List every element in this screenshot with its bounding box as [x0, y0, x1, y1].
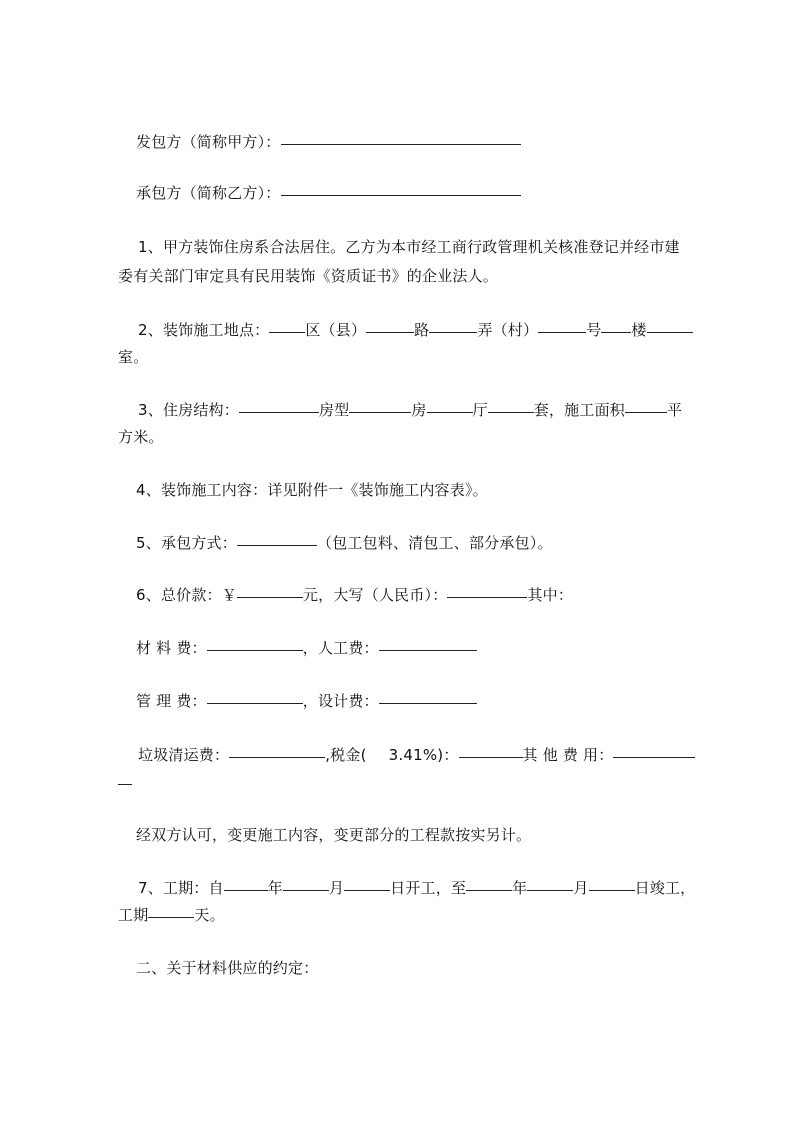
blank [344, 889, 390, 891]
blank [538, 331, 586, 333]
clause1-line2: 委有关部门审定具有民用装饰《资质证书》的企业法人。 [118, 267, 499, 285]
blank [427, 411, 473, 413]
clause6-line: 6、总价款：￥ 元，大写（人民币）： 其中： [136, 586, 574, 604]
blank [207, 649, 303, 651]
blank [379, 702, 477, 704]
blank [239, 411, 319, 413]
clause7-line1: 7、工期：自 年 月 日开工，至 年 月 日竣工， [138, 879, 696, 897]
blank [366, 331, 414, 333]
blank [207, 702, 303, 704]
blank [527, 889, 573, 891]
party-a-line [136, 128, 723, 156]
section2-heading: 二、关于材料供应的约定： [136, 959, 319, 977]
clause3-line2: 方米。 [118, 428, 164, 446]
blank [459, 756, 523, 758]
party-a-blank [281, 143, 521, 145]
blank [148, 916, 194, 918]
blank [229, 756, 325, 758]
blank [269, 331, 305, 333]
party-b-line [136, 179, 723, 207]
party-b-label: 承包方（简称乙方）： [136, 184, 281, 202]
clause2-line1: 2、装饰施工地点： 区（县） 路 弄（村） 号 楼 [138, 316, 723, 344]
blank [613, 756, 695, 758]
clause4-line: 4、装饰施工内容：详见附件一《装饰施工内容表》。 [136, 481, 488, 499]
clause5-line: 5、承包方式： （包工包料、清包工、部分承包）。 [136, 534, 553, 552]
clause1-line1: 1、甲方装饰住房系合法居住。乙方为本市经工商行政管理机关核准登记并经市建 [138, 238, 680, 256]
blank [237, 544, 317, 546]
blank [447, 596, 527, 598]
blank [429, 331, 477, 333]
change-note-line: 经双方认可，变更施工内容，变更部分的工程款按实另计。 [136, 826, 532, 844]
blank [283, 889, 329, 891]
blank [647, 331, 693, 333]
blank [488, 411, 534, 413]
blank [118, 783, 132, 785]
party-b-blank [281, 194, 521, 196]
clause3-line1: 3、住房结构： 房型 房 厅 套，施工面积 平 [138, 401, 683, 419]
blank [349, 411, 411, 413]
blank [625, 411, 667, 413]
management-design-line: 管 理 费： ，设计费： [136, 687, 723, 715]
material-labor-line: 材 料 费： ，人工费： [136, 634, 723, 662]
blank [237, 596, 303, 598]
clause2-line2: 室。 [118, 348, 149, 366]
blank [379, 649, 477, 651]
cleanup-tax-line: 垃圾清运费： ,税金( 3.41%)： 其 他 费 用： [138, 741, 723, 769]
blank [466, 889, 512, 891]
blank [601, 331, 631, 333]
blank [224, 889, 268, 891]
cleanup-tax-line2 [118, 768, 723, 796]
blank [589, 889, 635, 891]
party-a-label: 发包方（简称甲方）： [136, 133, 281, 151]
clause7-line2: 工期 天。 [118, 906, 225, 924]
